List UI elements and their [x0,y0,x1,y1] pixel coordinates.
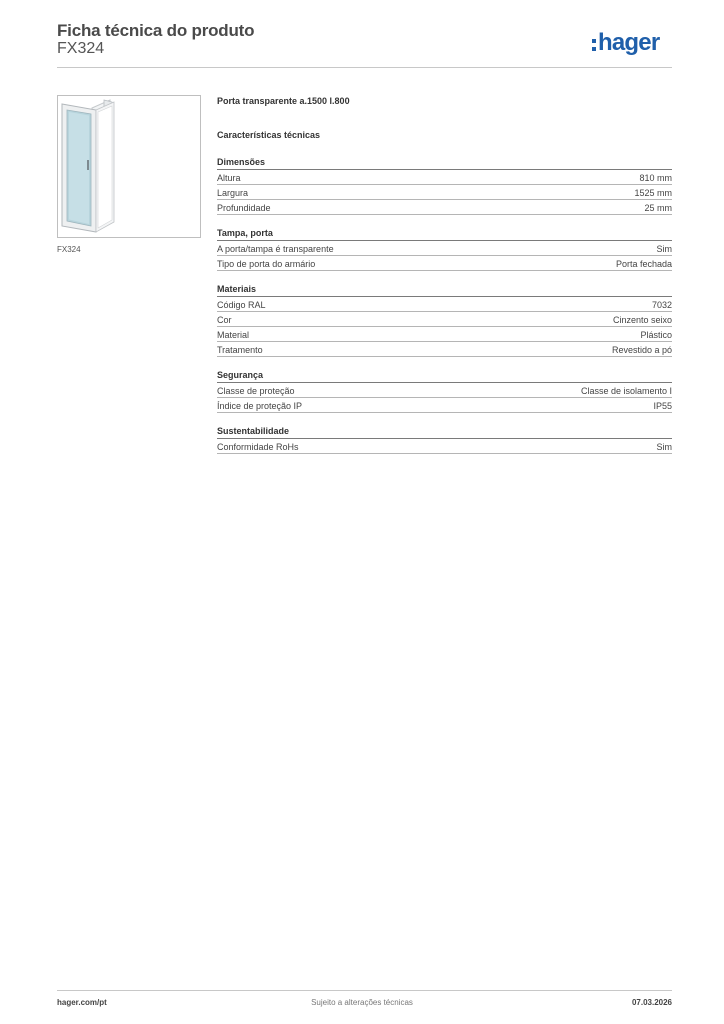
spec-value: Plástico [640,329,672,340]
spec-label: Material [217,329,250,340]
spec-label: Índice de proteção IP [217,400,303,411]
spec-value: IP55 [653,400,672,411]
spec-label: Código RAL [217,299,266,310]
spec-row [217,241,672,256]
spec-row [217,200,672,215]
footer-divider [57,990,672,991]
spec-label: Conformidade RoHs [217,441,299,452]
footer-date: 07.03.2026 [631,998,672,1007]
spec-row [217,439,672,454]
product-name: Porta transparente a.1500 l.800 [217,96,350,106]
spec-row [217,342,672,357]
spec-row [217,170,672,185]
spec-value: 25 mm [644,202,672,213]
cabinet-door-image [58,96,200,237]
spec-label: Profundidade [217,202,271,213]
spec-row [217,398,672,413]
spec-value: Revestido a pó [611,344,672,355]
spec-label: Altura [217,172,241,183]
spec-row [217,383,672,398]
spec-group-title: Sustentabilidade [217,425,672,439]
spec-group [217,369,672,413]
product-image-caption: FX324 [57,245,81,254]
spec-row [217,185,672,200]
spec-row [217,312,672,327]
spec-group-title: Materiais [217,283,672,297]
product-code: FX324 [57,40,105,57]
spec-label: Tratamento [217,344,263,355]
spec-value: Porta fechada [615,258,672,269]
logo-text: hager [598,29,660,56]
spec-value: Sim [656,441,672,452]
spec-group [217,156,672,215]
footer-notice: Sujeito a alterações técnicas [311,998,413,1007]
spec-groups [217,156,672,454]
section-title: Características técnicas [217,130,321,140]
spec-value: Sim [656,243,672,254]
spec-sheet [217,96,672,454]
spec-group-title: Dimensões [217,156,672,170]
document-title: Ficha técnica do produto [57,21,255,40]
spec-group [217,425,672,454]
spec-group-title: Tampa, porta [217,227,672,241]
spec-label: Cor [217,314,232,325]
spec-row [217,297,672,312]
spec-value: 810 mm [639,172,672,183]
spec-label: Tipo de porta do armário [217,258,316,269]
spec-label: Largura [217,187,249,198]
logo-mark-icon [592,39,596,51]
spec-group [217,227,672,271]
spec-label: A porta/tampa é transparente [217,243,334,254]
spec-group-title: Segurança [217,369,672,383]
header-divider [57,67,672,68]
spec-row [217,256,672,271]
spec-label: Classe de proteção [217,385,295,396]
spec-value: Cinzento seixo [612,314,672,325]
product-image [57,95,201,238]
spec-value: Classe de isolamento I [580,385,672,396]
hager-logo [592,29,659,57]
spec-value: 7032 [651,299,672,310]
spec-value: 1525 mm [634,187,672,198]
spec-group [217,283,672,357]
footer-website: hager.com/pt [57,998,107,1007]
spec-row [217,327,672,342]
